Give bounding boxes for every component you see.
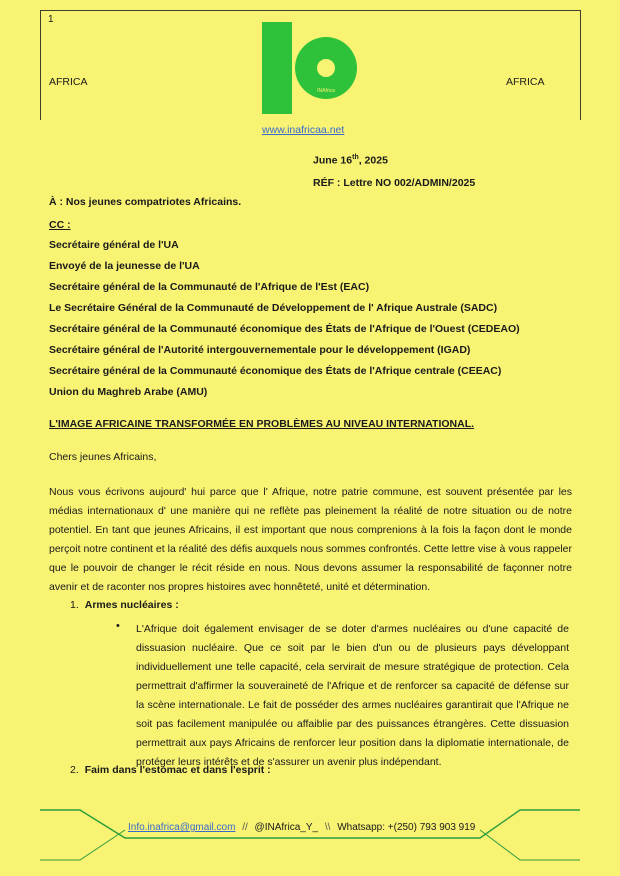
- footer-decoration: [0, 800, 620, 876]
- cc-item: Union du Maghreb Arabe (AMU): [49, 386, 208, 398]
- footer-separator: \\: [324, 822, 331, 833]
- letter-reference: RÉF : Lettre NO 002/ADMIN/2025: [313, 177, 476, 189]
- footer-email-link[interactable]: Info.inafrica@gmail.com: [128, 822, 236, 833]
- cc-label: CC :: [49, 219, 71, 231]
- footer-separator: //: [242, 822, 248, 833]
- cc-item: Le Secrétaire Général de la Communauté de Développement de l' Afrique Australe (SADC): [49, 302, 498, 314]
- header-right-label: AFRICA: [506, 76, 545, 88]
- section-number: 2.: [70, 764, 79, 776]
- greeting: Chers jeunes Africains,: [49, 451, 157, 463]
- cc-item: Envoyé de la jeunesse de l'UA: [49, 260, 200, 272]
- addressee: À : Nos jeunes compatriotes Africains.: [49, 196, 242, 208]
- footer-whatsapp: Whatsapp: +(250) 793 903 919: [337, 822, 476, 833]
- header-left-label: AFRICA: [49, 76, 88, 88]
- page-number: 1: [48, 14, 54, 25]
- website-link[interactable]: www.inafricaa.net: [262, 124, 345, 136]
- bullet-icon: •: [116, 620, 120, 632]
- cc-item: Secrétaire général de l'Autorité intergouvernementale pour le développement (IGAD): [49, 344, 471, 356]
- section-1-heading: [70, 599, 179, 611]
- cc-list: [49, 238, 520, 406]
- section-title: Faim dans l'estomac et dans l'esprit :: [84, 764, 271, 776]
- logo-wordmark: INAfrica: [317, 88, 335, 94]
- section-2-heading: [70, 764, 271, 776]
- footer-contacts: [128, 822, 475, 833]
- cc-item: Secrétaire général de la Communauté de l'Afrique de l'Est (EAC): [49, 281, 370, 293]
- inafrica-logo: [262, 22, 358, 114]
- footer-social-handle: @INAfrica_Y_: [254, 822, 319, 833]
- section-number: 1.: [70, 599, 79, 611]
- section-1-body: L'Afrique doit également envisager de se doter d'armes nucléaires ou d'une capacité de dissuasion nucléaire. Que ce soit par le bien d'un ou de plusieurs pays développant individuellement une telle capacité, cela servirait de mesure stratégique de protection. Cela permettrait d'affirmer la souveraineté de l'Afrique et de renforcer sa capacité de défense sur la scène internationale. Le fait de posséder des armes nucléaires garantirait que l'Afrique ne soit pas facilement manipulée ou affaiblie par des puissances étrangères. Cette dissuasion permettrait aux pays Africains de renforcer leur position dans la diplomatie internationale, de protéger leurs intérêts et de s'assurer un avenir plus indépendant.: [136, 623, 569, 768]
- header-frame-left: [40, 10, 41, 120]
- header-frame-top: [40, 10, 580, 11]
- section-title: Armes nucléaires :: [84, 599, 179, 611]
- letter-subject: L'IMAGE AFRICAINE TRANSFORMÉE EN PROBLÈMES AU NIVEAU INTERNATIONAL.: [49, 418, 475, 430]
- cc-item: Secrétaire général de l'UA: [49, 239, 179, 251]
- cc-item: Secrétaire général de la Communauté économique des États de l'Afrique de l'Ouest (CEDEAO): [49, 323, 520, 335]
- cc-item: Secrétaire général de la Communauté économique des États de l'Afrique centrale (CEEAC): [49, 365, 502, 377]
- letter-date: June 16th, 2025: [313, 154, 388, 167]
- intro-paragraph: Nous vous écrivons aujourd' hui parce que l' Afrique, notre patrie commune, est souvent présentée par les médias internationaux d' une manière qui ne reflète pas pleinement la réalité de notre situation ou de notre potentiel. En tant que jeunes Africains, il est important que nous comprenions à la fois la façon dont le monde perçoit notre continent et la réalité des défis auxquels nous sommes confrontés. Cette lettre vise à vous rappeler que le pouvoir de changer le récit réside en nous. Nous devons assumer la responsabilité de façonner notre avenir et de raconter nos propres histoires avec honnêteté, unité et détermination.: [49, 486, 572, 593]
- header-frame-right: [580, 10, 581, 120]
